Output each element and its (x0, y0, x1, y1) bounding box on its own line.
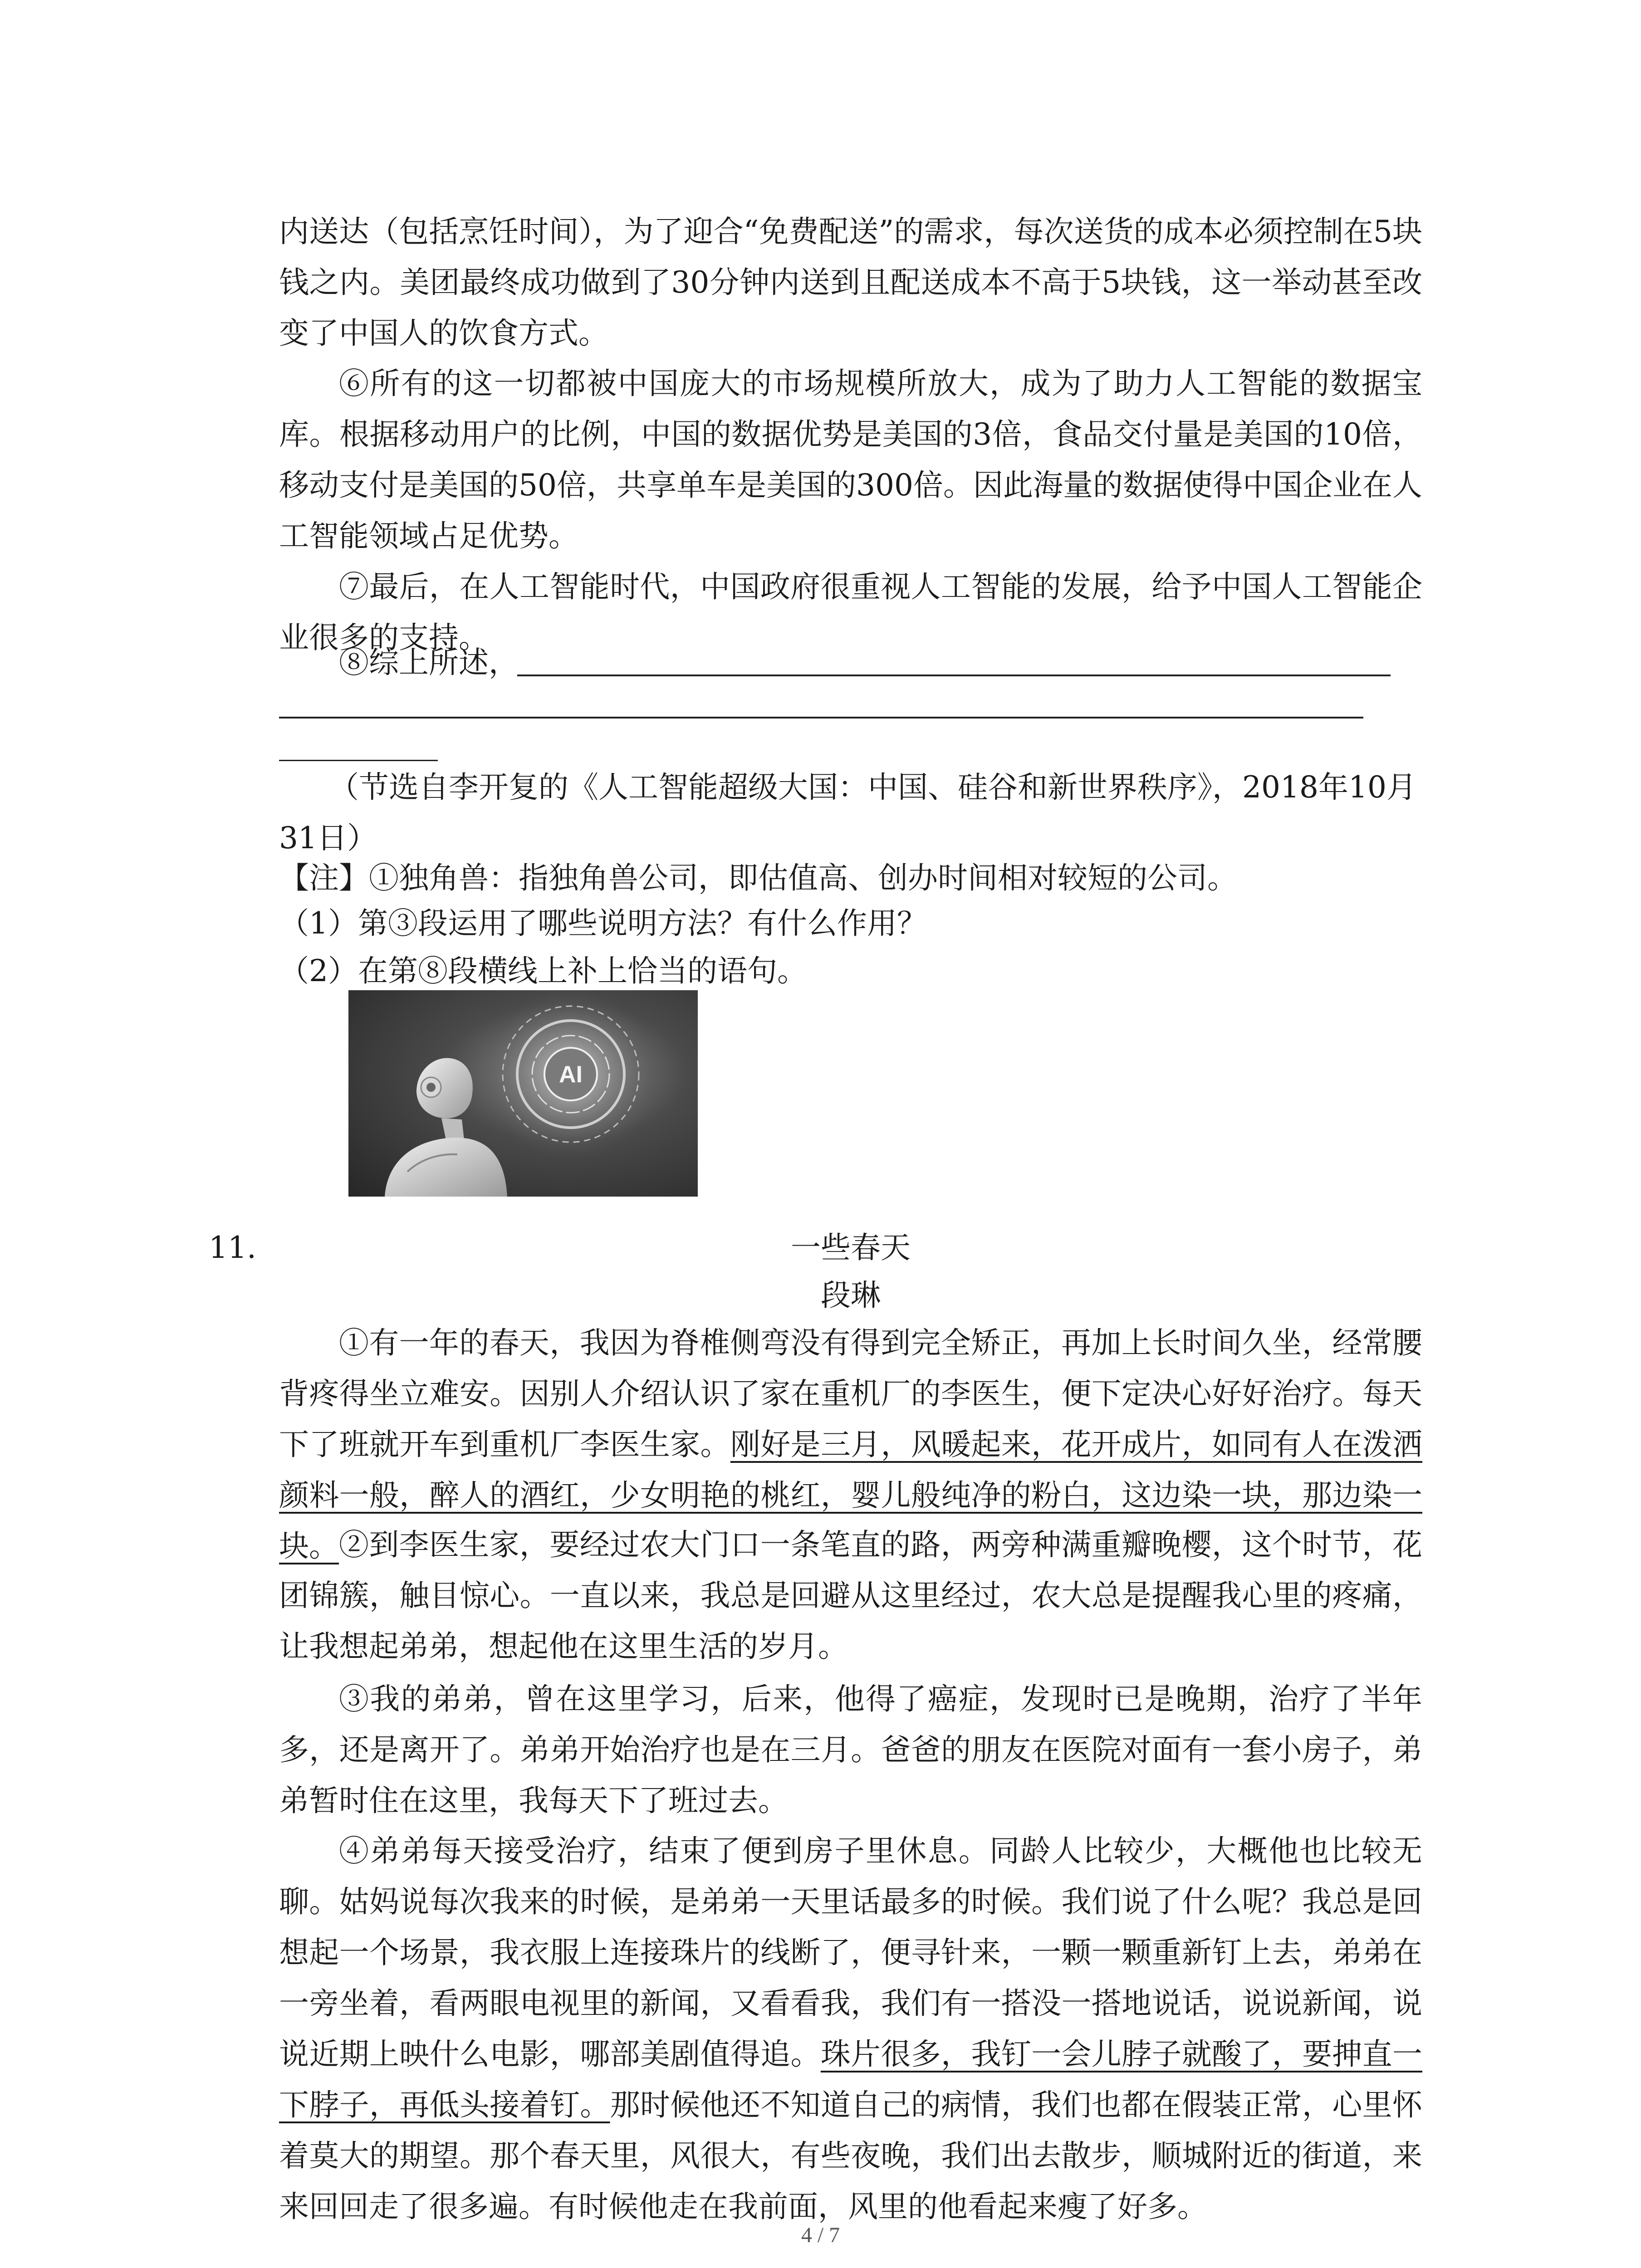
story-paragraph-3: ③我的弟弟，曾在这里学习，后来，他得了癌症，发现时已是晚期，治疗了半年多，还是离开了。弟弟开始治疗也是在三月。爸爸的朋友在医院对面有一套小房子，弟弟暂时住在这里，我每天下了班过去。 (279, 1681, 1422, 1818)
question-1: （1）第③段运用了哪些说明方法？有什么作用？ (279, 906, 927, 941)
story-paragraph-1-underlined: 刚好是三月，风暖起来，花开成片，如同有人在泼洒颜料一般，醉人的酒红，少女明艳的桃红，婴儿般纯净的粉白，这边染一块，那边染一块。 (279, 1427, 1423, 1564)
story-paragraph-4-text-a: ④弟弟每天接受治疗，结束了便到房子里休息。同龄人比较少，大概他也比较无聊。姑妈说每次我来的时候，是弟弟一天里话最多的时候。我们说了什么呢？我总是回想起一个场景，我衣服上连接珠片的线断了，便寻针来，一颗一颗重新钉上去，弟弟在一旁坐着，看两眼电视里的新闻，又看看我，我们有一搭没一搭地说话，说说新闻，说说近期上映什么电影，哪部美剧值得追。 (279, 1833, 1422, 2072)
question-number: 11. (209, 1230, 256, 1265)
source-rule (279, 760, 438, 761)
story-paragraph-4 (279, 1826, 1422, 2232)
source-citation: （节选自李开复的《人工智能超级大国：中国、硅谷和新世界秩序》，2018年10月31日） (279, 770, 1416, 855)
story-paragraph-4-underlined: 珠片很多，我钉一会儿脖子就酸了，要抻直一下脖子，再低头接着钉。 (279, 2037, 1423, 2122)
answer-blank-line-1[interactable] (517, 675, 1391, 676)
ai-illustration (348, 990, 698, 1197)
ai-robot-image (348, 990, 698, 1197)
story-author: 段琳 (821, 1278, 881, 1313)
ai-label: AI (559, 1061, 583, 1088)
story-paragraph-2: ②到李医生家，要经过农大门口一条笔直的路，两旁种满重瓣晚樱，这个时节，花团锦簇，触目惊心。一直以来，我总是回避从这里经过，农大总是提醒我心里的疼痛，让我想起弟弟，想起他在这里生活的岁月。 (279, 1527, 1422, 1664)
question-2: （2）在第⑧段横线上补上恰当的语句。 (279, 953, 807, 988)
answer-blank-line-2[interactable] (279, 717, 1363, 719)
paragraph-8-prefix: ⑧综上所述， (339, 645, 519, 680)
paragraph-6: ⑥所有的这一切都被中国庞大的市场规模所放大，成为了助力人工智能的数据宝库。根据移动用户的比例，中国的数据优势是美国的3倍，食品交付量是美国的10倍，移动支付是美国的50倍，共享单车是美国的300倍。因此海量的数据使得中国企业在人工智能领域占足优势。 (279, 366, 1422, 553)
annotation-note: 【注】①独角兽：指独角兽公司，即估值高、创办时间相对较短的公司。 (279, 860, 1237, 895)
story-paragraph-1-text: ①有一年的春天，我因为脊椎侧弯没有得到完全矫正，再加上长时间久坐，经常腰背疼得坐立难安。因别人介绍认识了家在重机厂的李医生，便下定决心好好治疗。每天下了班就开车到重机厂李医生家。 (279, 1325, 1422, 1462)
paragraph-7: ⑦最后，在人工智能时代，中国政府很重视人工智能的发展，给予中国人工智能企业很多的支持。 (279, 569, 1422, 655)
story-paragraph-4-text-b: 那时候他还不知道自己的病情，我们也都在假装正常，心里怀着莫大的期望。那个春天里，风很大，有些夜晚，我们出去散步，顺城附近的街道，来来回回走了很多遍。有时候他走在我前面，风里的他看起来瘦了好多。 (279, 2087, 1423, 2224)
page-number: 4 / 7 (801, 2223, 840, 2247)
continued-paragraph: 内送达（包括烹饪时间），为了迎合“免费配送”的需求，每次送货的成本必须控制在5块钱之内。美团最终成功做到了30分钟内送到且配送成本不高于5块钱，这一举动甚至改变了中国人的饮食方式。 (279, 214, 1422, 351)
story-title: 一些春天 (791, 1230, 911, 1265)
